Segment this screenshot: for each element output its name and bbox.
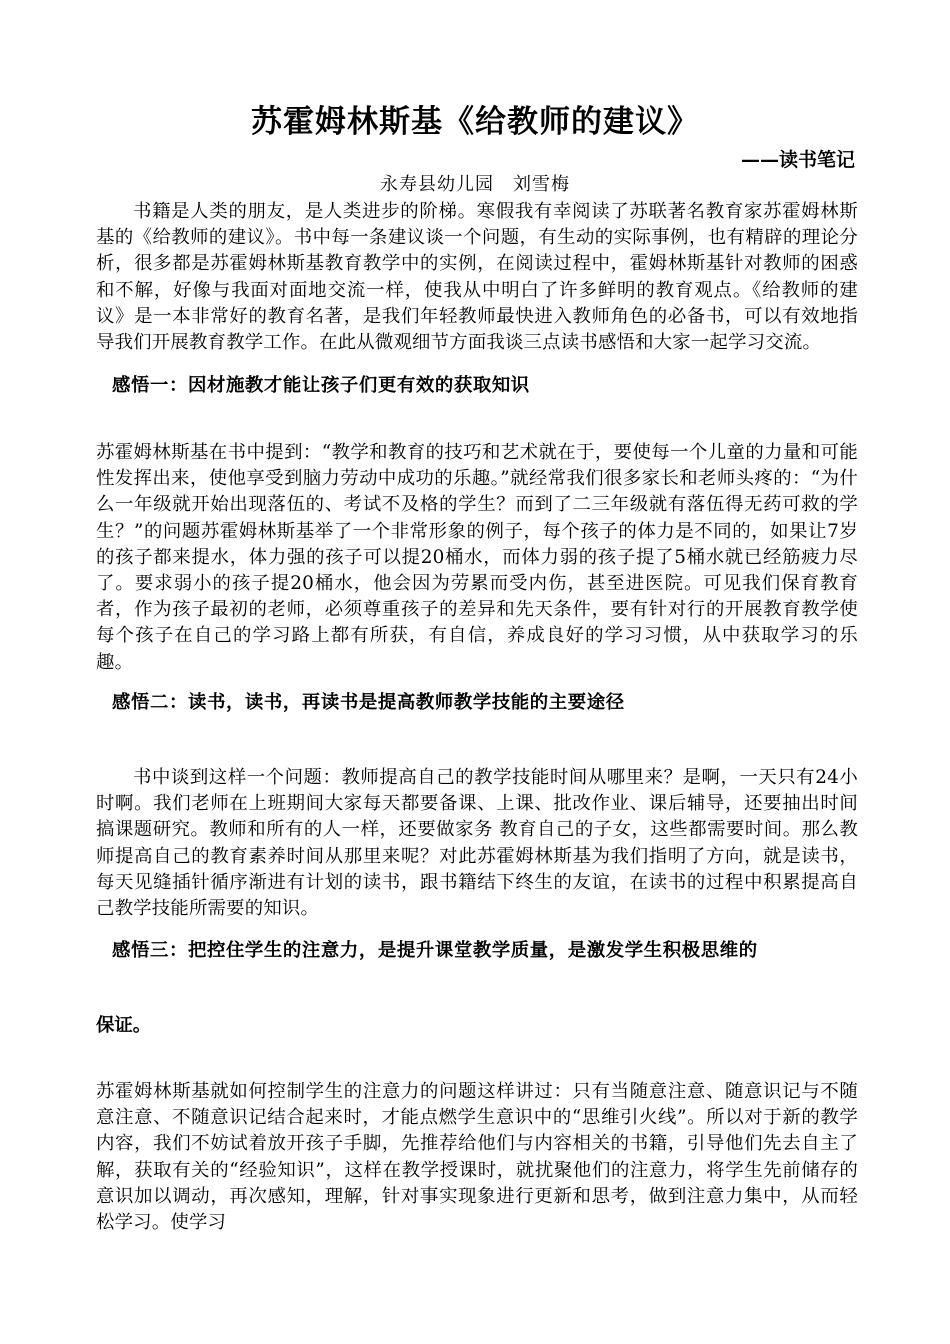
- document-subtitle: ——读书笔记: [740, 149, 855, 171]
- section-2-body: 书中谈到这样一个问题：教师提高自己的教学技能时间从哪里来？是啊，一天只有24小时啊。我们老师在上班期间大家每天都要备课、上课、批改作业、课后辅导，还要抽出时间搞课题研究。教师和所有的人一样，还要做家务 教育自己的子女，这些都需要时间。那么教师提高自己的教育素养时间从那里来呢？对此苏霍姆林斯基为我们指明了方向，就是读书，每天见缝插针循序渐进有计划的读书，跟书籍结下终生的友谊，在读书的过程中积累提高自己教学技能所需要的知识。: [96, 767, 858, 920]
- section-1-heading: 感悟一：因材施教才能让孩子们更有效的获取知识: [112, 375, 530, 396]
- intro-paragraph: 书籍是人类的朋友，是人类进步的阶梯。寒假我有幸阅读了苏联著名教育家苏霍姆林斯基的《给教师的建议》。书中每一条建议谈一个问题，有生动的实际事例，也有精辟的理论分析，很多都是苏霍姆林斯基教育教学中的实例，在阅读过程中，霍姆林斯基针对教师的困惑和不解，好像与我面对面地交流一样，使我从中明白了许多鲜明的教育观点。《给教师的建议》是一本非常好的教育名著，是我们年轻教师最快进入教师角色的必备书，可以有效地指导我们开展教育教学工作。在此从微观细节方面我谈三点读书感悟和大家一起学习交流。: [96, 201, 858, 354]
- section-2-heading: 感悟二：读书，读书，再读书是提高教师教学技能的主要途径: [112, 692, 625, 713]
- section-3-heading-continuation: 保证。: [96, 1015, 152, 1036]
- section-1-body: 苏霍姆林斯基在书中提到：“教学和教育的技巧和艺术就在于，要使每一个儿童的力量和可能性发挥出来，使他享受到脑力劳动中成功的乐趣。”就经常我们很多家长和老师头疼的：“为什么一年级就开始出现落伍的、考试不及格的学生？而到了二三年级就有落伍得无药可救的学生？”的问题苏霍姆林斯基举了一个非常形象的例子，每个孩子的体力是不同的，如果让7岁的孩子都来提水，体力强的孩子可以提20桶水，而体力弱的孩子提了5桶水就已经筋疲力尽了。要求弱小的孩子提20桶水，他会因为劳累而受内伤，甚至进医院。可见我们保育教育者，作为孩子最初的老师，必须尊重孩子的差异和先天条件，要有针对行的开展教育教学使每个孩子在自己的学习路上都有所获，有自信，养成良好的学习习惯，从中获取学习的乐趣。: [96, 442, 858, 673]
- author-line: 永寿县幼儿园 刘雪梅: [380, 174, 570, 195]
- document-title: 苏霍姆林斯基《给教师的建议》: [251, 104, 699, 140]
- section-3-body: 苏霍姆林斯基就如何控制学生的注意力的问题这样讲过：只有当随意注意、随意识记与不随意注意、不随意识记结合起来时，才能点燃学生意识中的“思维引火线”。所以对于新的教学内容，我们不妨试着放开孩子手脚，先推荐给他们与内容相关的书籍，引导他们先去自主了解，获取有关的“经验知识”，这样在教学授课时，就扰聚他们的注意力，将学生先前储存的意识加以调动，再次感知，理解，针对事实现象进行更新和思考，做到注意力集中，从而轻松学习。使学习: [96, 1081, 858, 1234]
- section-3-heading: 感悟三：把控住学生的注意力，是提升课堂教学质量，是激发学生积极思维的: [112, 940, 758, 961]
